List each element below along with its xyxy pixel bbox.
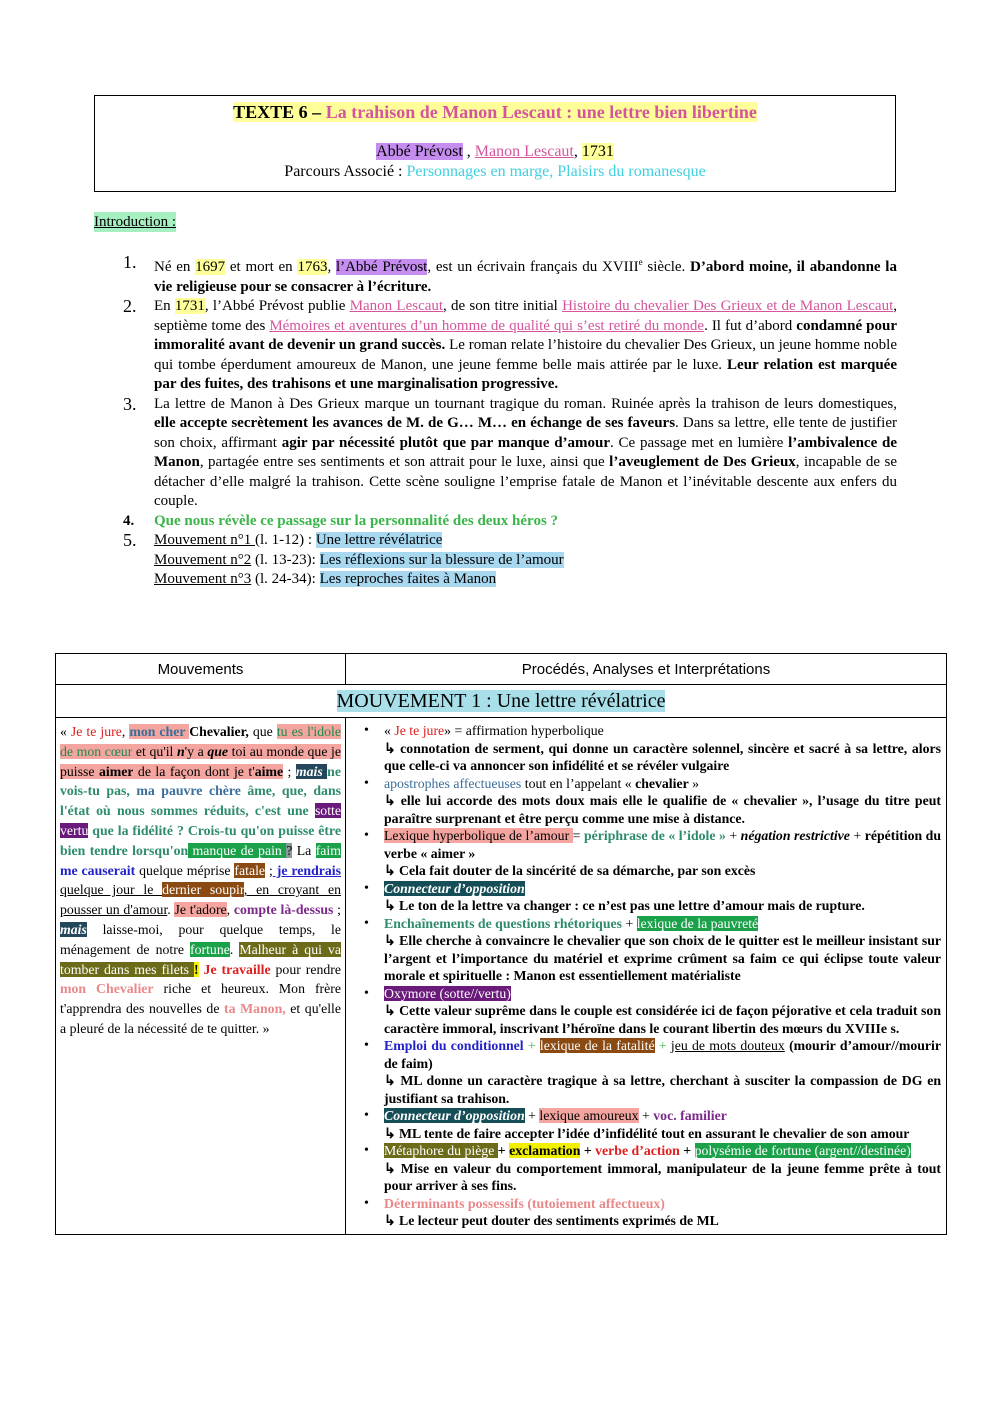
publication-year: 1731	[174, 298, 205, 314]
document-title	[95, 101, 895, 123]
text: riche et heureux. Mon frère t'apprendra des nouvelles de	[60, 981, 341, 1017]
analysis-cell	[346, 718, 947, 1235]
superscript: e	[638, 257, 643, 267]
mouvement-line	[154, 531, 897, 551]
question: âme, que, dans l'état où nous sommes réduits, c'est une	[60, 783, 341, 819]
compte-la-dessus: compte là-dessus	[233, 902, 334, 918]
problematique: Que nous révèle ce passage sur la personnalité des deux héros ?	[154, 512, 559, 529]
item-number: 1.	[123, 252, 137, 272]
list-item	[120, 253, 897, 297]
text: et mort en	[225, 259, 298, 275]
parcours-value: Personnages en marge, Plaisirs du romanesque	[406, 163, 706, 180]
procede: répétition du verbe « aimer »	[384, 828, 942, 861]
interpretation: ↳ ML tente de faire accepter l’idée d’infidélité tout en assurant le chevalier de son amour	[384, 1125, 910, 1141]
mouvement-label: Mouvement n°3	[154, 571, 252, 587]
procede: lexique amoureux	[539, 1108, 639, 1123]
chevalier: Chevalier,	[189, 724, 249, 739]
fortune: fortune	[190, 941, 230, 957]
table-header-row	[56, 654, 947, 685]
text: tout en l’appelant «	[521, 775, 636, 791]
text: «	[60, 724, 71, 739]
procede: périphrase de « l’idole »	[583, 828, 726, 843]
procede: Connecteur d’opposition	[384, 1108, 525, 1123]
intro-list	[120, 253, 897, 590]
text: +	[523, 1038, 540, 1053]
text: »	[688, 775, 700, 791]
intro-heading: Introduction :	[94, 214, 177, 230]
question: ne vois-tu pas,	[60, 763, 341, 799]
text: +	[497, 1143, 510, 1158]
text: et qu'il	[132, 743, 177, 759]
negation: n	[176, 743, 185, 759]
author-line: Abbé Prévost , Manon Lescaut, 1731	[376, 143, 614, 160]
text: . Ce passage met en lumière	[610, 434, 789, 451]
que: que	[207, 743, 229, 759]
sotte-vertu: sotte vertu	[60, 803, 341, 838]
procede: Connecteur d’opposition	[384, 880, 525, 896]
question: que la fidélité ? Crois-tu qu'on puisse être bien tendre lorsqu'on	[60, 822, 341, 858]
procede: lexique de la pauvreté	[636, 915, 759, 931]
text: chevalier	[635, 775, 689, 791]
text: La lettre de Manon à Des Grieux marque un tournant tragique du roman. Ruinée après la trahison de leurs domestiques,	[154, 395, 897, 412]
list-item	[120, 512, 897, 532]
mouvement-title: MOUVEMENT 1 : Une lettre révélatrice	[336, 689, 666, 712]
analysis-item	[368, 722, 941, 775]
mouvement-lines: (l. 24-34):	[251, 571, 316, 587]
text: 'y a	[184, 743, 208, 759]
analysis-table	[55, 653, 947, 1235]
text: .	[427, 278, 432, 295]
exclamation: !	[194, 961, 199, 977]
interpretation: ↳ connotation de serment, qui donne un caractère solennel, sincère et sacré à sa lettre, alors que celle-ci va annoncer son infidélité et se révéler vulgaire	[384, 740, 941, 773]
texte-label: TEXTE 6 –	[233, 102, 322, 122]
conditionnel: je rendrais	[272, 862, 341, 878]
mouvement-label: Mouvement n°1	[154, 532, 255, 548]
mouvement-title: Une lettre révélatrice	[315, 532, 443, 548]
procede: Lexique hyperbolique de l’amour	[384, 828, 573, 843]
list-item	[120, 395, 897, 512]
text: ,	[226, 902, 234, 918]
possessif: ta Manon,	[224, 1001, 286, 1017]
text: . Dans sa lettre, elle tente de justifier son choix, affirmant	[154, 415, 897, 451]
procede: Déterminants possessifs (tutoiement affectueux)	[384, 1195, 665, 1211]
analysis-item	[368, 880, 941, 915]
mouvement-label: Mouvement n°2	[154, 551, 252, 568]
text: En	[154, 298, 175, 314]
item-number: 5.	[123, 530, 137, 550]
text: ;	[333, 902, 341, 918]
text: +	[638, 1108, 654, 1123]
text: . Il fut d’abord	[704, 317, 797, 334]
text: , incapable de se détacher d’elle malgré la trahison. Cette scène souligne l’emprise fatale de Manon et l’inévitable descente aux enfers du couple.	[154, 454, 897, 509]
analysis-item	[368, 915, 941, 985]
text: Le roman relate l’histoire du chevalier Des Grieux, un jeune homme noble qui tombe éperdument amoureux de Manon, une jeune femme belle mais attirée par le luxe.	[154, 337, 897, 373]
column-header-mouvements: Mouvements	[56, 654, 346, 685]
text: La	[292, 842, 316, 858]
text: .	[167, 902, 175, 918]
analysis-item	[368, 1195, 941, 1230]
text: et qu'elle a pleuré de la nécessité de te quitter. »	[60, 1001, 342, 1036]
interpretation: ↳ Le lecteur peut douter des sentiments exprimés de ML	[384, 1213, 719, 1228]
text: +	[524, 1108, 540, 1123]
interpretation: ↳ Cela fait douter de la sincérité de sa démarche, par son excès	[384, 863, 756, 878]
procede: Je te jure	[394, 723, 445, 738]
work-title: Manon Lescaut	[474, 143, 574, 160]
text: +	[622, 915, 637, 931]
procede: Oxymore (sotte//vertu)	[384, 985, 511, 1001]
year: 1731	[581, 143, 614, 160]
text: ;	[265, 862, 273, 878]
je-t-adore: Je t'adore	[174, 902, 227, 918]
je-travaille: Je travaille	[198, 961, 271, 977]
mouvement-title: Les reproches faites à Manon	[319, 571, 497, 587]
mouvement-row	[56, 685, 947, 718]
column-header-procedes: Procédés, Analyses et Interprétations	[346, 654, 947, 685]
procede: jeu de mots douteux	[670, 1038, 785, 1053]
procede: Enchaînements de questions rhétoriques	[384, 915, 623, 931]
text-excerpt	[56, 718, 346, 1235]
analysis-item	[368, 1107, 941, 1142]
text: de la façon dont je t'	[133, 763, 255, 779]
idole-phrase: tu es l'idole de mon cœur	[60, 724, 341, 759]
procede: négation restrictive	[740, 828, 850, 843]
fatale: fatale	[234, 862, 266, 878]
mouvement-lines: (l. 1-12) :	[255, 532, 313, 548]
ma-pauvre-chere: ma pauvre chère	[136, 783, 241, 799]
item-number: 4.	[123, 512, 135, 529]
bold-text: l’aveuglement de Des Grieux	[609, 454, 796, 470]
mouvement-title: Les réflexions sur la blessure de l’amour	[319, 551, 564, 568]
mais-connector: mais	[295, 763, 328, 779]
text: (mourir d’amour//mourir de faim)	[384, 1038, 941, 1071]
mais-connector: mais	[60, 921, 87, 937]
text: , est un écrivain français du XVIII	[427, 259, 639, 275]
procede: polysémie de fortune (argent//destinée)	[694, 1143, 911, 1158]
text: , partagée entre ses sentiments et son attrait pour le luxe, ainsi que	[199, 454, 610, 470]
interpretation: ↳ Elle cherche à convaincre le chevalier que son choix de le quitter est le meilleur insistant sur l’argent et l’importance du matériel et exprime crûment sa faim ce qui éclipse toute valeur morale et spirituelle : Manon est essentiellement matérialiste	[384, 933, 941, 983]
mon-cher: mon cher	[129, 724, 190, 739]
text: .	[229, 941, 240, 957]
text: =	[572, 828, 584, 843]
text: quelque jour le	[60, 882, 163, 898]
bold-text: D’abord moine, il abandonne la vie religieuse pour se consacrer à l’écriture	[154, 259, 897, 295]
birth-year: 1697	[195, 259, 226, 275]
aime: aime	[254, 763, 284, 779]
metaphore-piege: Malheur à qui va tomber dans mes filets	[60, 941, 341, 977]
author: Abbé Prévost	[376, 143, 463, 160]
text: ,	[327, 259, 336, 275]
procede: voc. familier	[653, 1108, 727, 1123]
text: +	[849, 828, 865, 843]
text: siècle.	[642, 259, 691, 275]
bold-text: l’ambivalence de Manon	[154, 434, 897, 470]
bold-text: condamné pour immoralité avant de devenir un grand succès.	[154, 317, 897, 353]
procede: Métaphore du piège	[384, 1143, 498, 1158]
text: , l’Abbé Prévost publie	[204, 298, 350, 314]
jeu-de-mots: , en croyant en pousser un d'amour	[60, 882, 341, 918]
text: «	[384, 723, 395, 738]
text: que	[248, 724, 277, 739]
conditionnel: me causerait	[60, 862, 136, 878]
analysis-item	[368, 1037, 941, 1107]
text: ,	[121, 724, 130, 739]
analysis-item	[368, 827, 941, 880]
text: , de son titre initial	[443, 298, 563, 314]
parcours-line	[95, 162, 895, 182]
death-year: 1763	[297, 259, 328, 275]
interpretation: ↳ ML donne un caractère tragique à sa lettre, cherchant à susciter la compassion de DG en justifiant sa trahison.	[384, 1073, 941, 1106]
item-number: 3.	[123, 393, 137, 414]
je-te-jure: Je te jure	[70, 724, 122, 739]
interpretation: ↳ elle lui accorde des mots doux mais elle le qualifie de « chevalier », l’usage du titre peut paraître surprenant et être perçu comme une mise à distance.	[384, 793, 941, 826]
procede: apostrophes affectueuses	[384, 775, 522, 791]
text: quelque méprise	[135, 862, 235, 878]
procede: lexique de la fatalité	[539, 1038, 655, 1053]
analysis-list	[350, 722, 941, 1230]
analysis-item	[368, 1142, 941, 1195]
question-mark: ?	[286, 842, 293, 858]
bold-text: elle accepte secrètement les avances de M. de G… M… en échange de ses faveurs	[154, 415, 676, 431]
table-row	[56, 718, 947, 1235]
mouvement-line	[154, 551, 897, 571]
bold-text: Leur relation est marquée par des fuites, des trahisons et une marginalisation progressive.	[154, 356, 897, 392]
text: , septième tome des	[154, 298, 897, 334]
manque-de-pain: manque de pain	[188, 842, 287, 858]
possessif: mon Chevalier	[60, 981, 154, 997]
author-name: l’Abbé Prévost	[335, 259, 428, 275]
parcours-label: Parcours Associé :	[284, 163, 403, 180]
bold-text: agir par nécessité plutôt que par manque d’amour	[281, 434, 611, 451]
work-title: Manon Lescaut	[349, 298, 444, 314]
dernier-soupir: dernier soupir	[162, 882, 244, 898]
texte-title: La trahison de Manon Lescaut : une lettre bien libertine	[325, 102, 757, 122]
text: +	[679, 1143, 695, 1158]
list-item	[120, 531, 897, 590]
text: +	[725, 828, 741, 843]
mouvement-lines: (l. 13-23):	[251, 551, 316, 568]
title-box	[94, 95, 896, 192]
interpretation: ↳ Cette valeur suprême dans le couple est considérée ici de façon péjorative et cela traduit son caractère immoral, inscrivant l’héroïne dans le courant libertin des mœurs du XVIIIe s.	[384, 1003, 941, 1036]
faim: faim	[315, 842, 341, 858]
text: +	[654, 1038, 671, 1053]
list-item	[120, 297, 897, 395]
analysis-item	[368, 775, 941, 828]
aimer: aimer	[98, 763, 134, 779]
initial-title: Histoire du chevalier Des Grieux et de Manon Lescaut	[562, 298, 894, 314]
mouvement-line	[154, 570, 897, 590]
text: laisse-moi, pour quelque temps, le ménagement de notre	[60, 921, 341, 957]
text: toi au monde que je puisse	[60, 743, 342, 779]
item-number: 2.	[123, 296, 137, 316]
memoires-title: Mémoires et aventures d’un homme de qualité qui s’est retiré du monde	[269, 317, 705, 334]
procede: verbe d’action	[595, 1143, 680, 1158]
text: Né en	[154, 259, 196, 275]
procede: Emploi du conditionnel	[384, 1038, 524, 1053]
interpretation: ↳ Mise en valeur du comportement immoral, manipulateur de la jeune femme prête à tout pour arriver à ses fins.	[384, 1160, 941, 1193]
mouvement-title-cell	[56, 685, 947, 718]
analysis-item	[368, 985, 941, 1038]
text: pour rendre	[270, 961, 342, 977]
text: ;	[283, 763, 296, 779]
text: +	[580, 1143, 596, 1158]
text: » = affirmation hyperbolique	[444, 723, 604, 738]
procede: exclamation	[509, 1143, 581, 1158]
interpretation: ↳ Le ton de la lettre va changer : ce n’est pas une lettre d’amour mais de rupture.	[384, 898, 865, 913]
